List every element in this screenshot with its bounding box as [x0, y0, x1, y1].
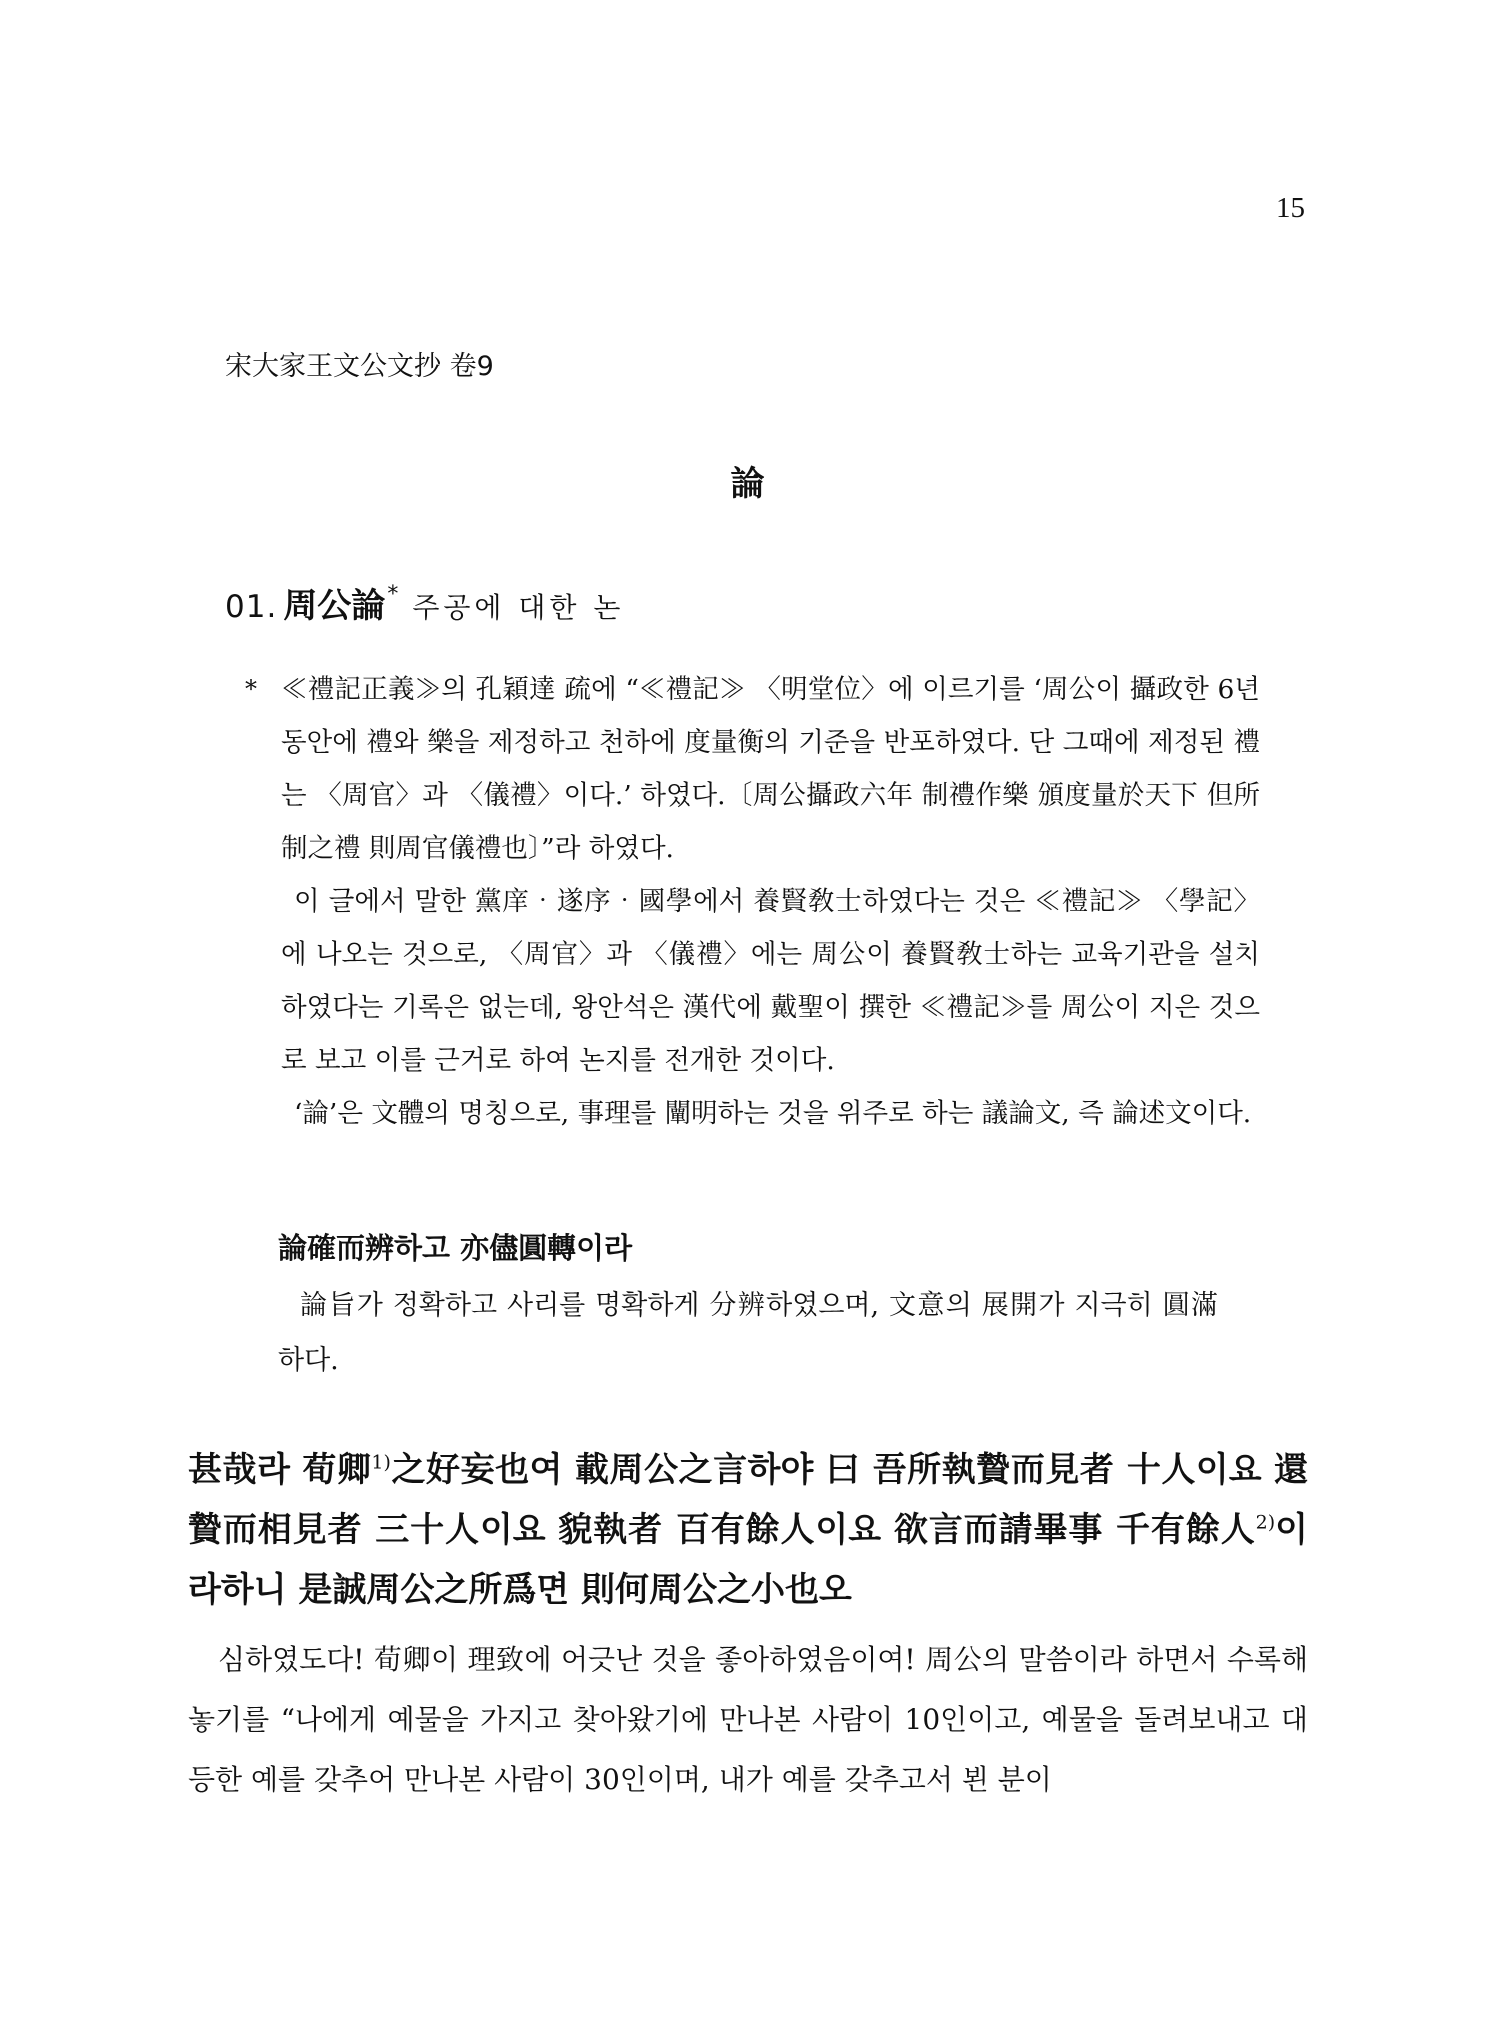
critique-translation: 論旨가 정확하고 사리를 명확하게 分辨하였으며, 文意의 展開가 지극히 圓滿하다.	[278, 1290, 1218, 1376]
critique-summary	[278, 1222, 1218, 1388]
footnote-note	[245, 663, 1260, 1140]
essay-title-korean: 주공에 대한 논	[412, 591, 625, 624]
main-translation: 심하였도다! 荀卿이 理致에 어긋난 것을 좋아하였음이여! 周公의 말씀이라 하면서 수록해놓기를 “나에게 예물을 가지고 찾아왔기에 만나본 사람이 10인이고, 예물을 돌려보내고 대등한 예를 갖추어 만나본 사람이 30인이며, 내가 예를 갖추고서 뵌 분이	[188, 1643, 1308, 1796]
main-text-part-3: 이라하니 是誠周公之所爲면 則何周公之小也오	[188, 1510, 1308, 1610]
main-text-part-2: 之好妄也여 載周公之言하야 曰 吾所執贄而見者 十人이요 還贄而相見者 三十人이요 貌執者 百有餘人이요 欲言而請畢事 千有餘人	[188, 1450, 1308, 1550]
book-title: 宋大家王文公文抄 卷9	[225, 351, 494, 382]
essay-title-hanja: 周公論	[283, 586, 386, 626]
footnote-ref-2: 2)	[1255, 1511, 1276, 1534]
main-original-text	[188, 1440, 1308, 1620]
section-title: 論	[730, 464, 765, 504]
footnote-ref-1: 1)	[371, 1451, 391, 1474]
essay-number: 01.	[225, 589, 278, 625]
note-paragraph-1: ≪禮記正義≫의 孔穎達 疏에 “≪禮記≫ 〈明堂位〉에 이르기를 ‘周公이 攝政한 6년 동안에 禮와 樂을 제정하고 천하에 度量衡의 기준을 반포하였다. 단 그때에 제정된 禮는 〈周官〉과 〈儀禮〉이다.’ 하였다.〔周公攝政六年 制禮作樂 頒度量於天下 但所制之禮 則周官儀禮也〕”라 하였다.	[281, 674, 1260, 864]
main-text-part-1: 甚哉라 荀卿	[188, 1450, 372, 1490]
critique-original: 論確而辨하고 亦儘圓轉이라	[278, 1231, 633, 1265]
footnote-mark: *	[387, 582, 399, 607]
essay-heading	[225, 578, 624, 627]
note-paragraph-2: 이 글에서 말한 黨庠‧遂序‧國學에서 養賢敎士하였다는 것은 ≪禮記≫ 〈學記〉에 나오는 것으로, 〈周官〉과 〈儀禮〉에는 周公이 養賢敎士하는 교육기관을 설치하였다는 기록은 없는데, 왕안석은 漢代에 戴聖이 撰한 ≪禮記≫를 周公이 지은 것으로 보고 이를 근거로 하여 논지를 전개한 것이다.	[281, 886, 1260, 1076]
note-asterisk: *	[245, 675, 257, 703]
page-number: 15	[1276, 192, 1305, 224]
note-paragraph-3: ‘論’은 文體의 명칭으로, 事理를 闡明하는 것을 위주로 하는 議論文, 즉 論述文이다.	[294, 1098, 1252, 1129]
